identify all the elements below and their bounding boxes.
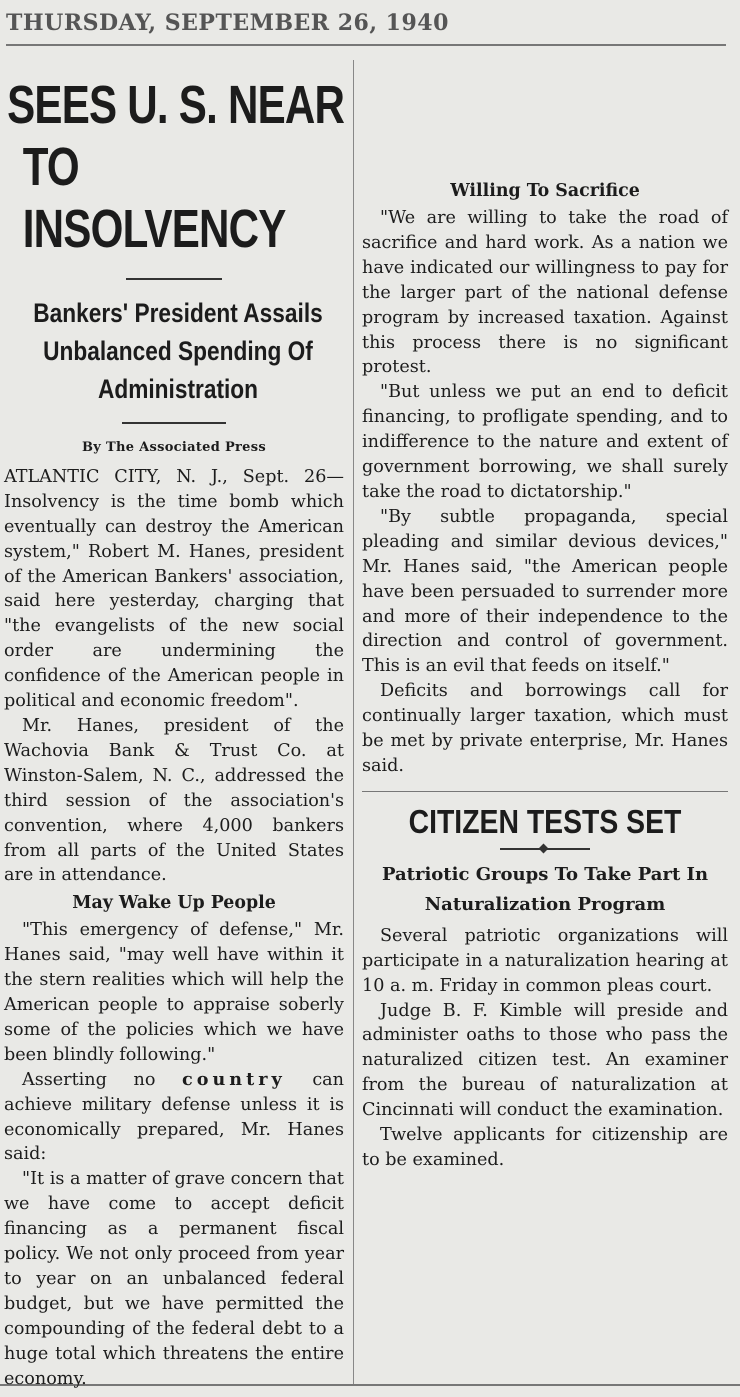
story2-deck: Patriotic Groups To Take Part In Naturalization Program	[381, 863, 709, 915]
deck-divider	[122, 422, 226, 424]
asserting-text-before: Asserting no	[22, 1069, 156, 1090]
story1-paragraph-2: Mr. Hanes, president of the Wachovia Bank & Trust Co. at Winston-Salem, N. C., addressed the third session of the association's convention, where 4,000 bankers from all parts of the United States are in attendance.	[4, 715, 344, 886]
story1-paragraph-deficit: "But unless we put an end to deficit financing, to profligate spending, and to indifference to the nature and extent of government borrowing, we shall surely take the road to dictatorship."	[362, 382, 728, 502]
story2-paragraph-3: Twelve applicants for citizenship are to be examined.	[362, 1125, 728, 1170]
headline-divider	[126, 278, 222, 280]
column-divider	[353, 60, 354, 1386]
right-column-continuation	[356, 48, 740, 66]
story1-deck: Bankers' President Assails Unbalanced Spending Of Administration	[33, 298, 323, 404]
story1-paragraph-taxation: Deficits and borrowings call for continually larger taxation, which must be met by private enterprise, Mr. Hanes said.	[362, 681, 728, 776]
story1-paragraph-propaganda: "By subtle propaganda, special pleading and similar devious devices," Mr. Hanes said, "the American people have been persuaded to surrender more and more of their independence to the direction and control of government. This is an evil that feeds on itself."	[362, 506, 728, 677]
story-separator	[362, 791, 728, 792]
story1-headline-line1: SEES U. S. NEAR	[7, 75, 345, 135]
byline: By The Associated Press	[82, 440, 266, 455]
story1-paragraph-1: ATLANTIC CITY, N. J., Sept. 26—Insolvency is the time bomb which eventually can destroy the American system," Robert M. Hanes, president of the American Bankers' association, said here yesterday, charging that "the evangelists of the new social order are undermining the confidence of the American people in political and economic freedom".	[4, 466, 344, 712]
story2-headline-divider	[500, 848, 590, 850]
page-dateline	[6, 4, 726, 46]
story1-subhead-wake-up: May Wake Up People	[72, 893, 276, 914]
right-column	[356, 48, 740, 1173]
story1-headline	[4, 74, 350, 260]
story1-headline-line2: TO INSOLVENCY	[22, 137, 286, 259]
asserting-text-after: can achieve military defense unless it is economically prepared, Mr. Hanes said:	[4, 1069, 345, 1165]
story1-paragraph-asserting	[4, 1068, 344, 1168]
story1-paragraph-3: "This emergency of defense," Mr. Hanes said, "may well have within it the stern realities which will help the American people to appraise soberly some of the policies which we have been blindly following."	[4, 920, 344, 1065]
story2-headline: CITIZEN TESTS SET	[408, 802, 682, 840]
story1-paragraph-sacrifice: "We are willing to take the road of sacrifice and hard work. As a nation we have indicated our willingness to pay for the larger part of the national defense program by increased taxation. Against this process there is no significant protest.	[362, 208, 728, 378]
story2-paragraph-2: Judge B. F. Kimble will preside and administer oaths to those who pass the naturalized citizen test. An examiner from the bureau of naturalization at Cincinnati will conduct the examination.	[362, 1000, 728, 1121]
dateline-text: THURSDAY, SEPTEMBER 26, 1940	[6, 10, 449, 36]
asserting-spaced-word: country	[182, 1068, 286, 1090]
story1-subhead-sacrifice: Willing To Sacrifice	[450, 181, 640, 201]
left-column	[0, 48, 352, 1392]
story1-paragraph-grave-concern: "It is a matter of grave concern that we have come to accept deficit financing as a permanent fiscal policy. We not only proceed from year to year on an unbalanced federal budget, but we have permitted the compounding of the federal debt to a huge total which threatens the entire economy.	[4, 1169, 344, 1389]
story2-paragraph-1: Several patriotic organizations will participate in a naturalization hearing at 10 a. m. Friday in common pleas court.	[362, 925, 728, 996]
